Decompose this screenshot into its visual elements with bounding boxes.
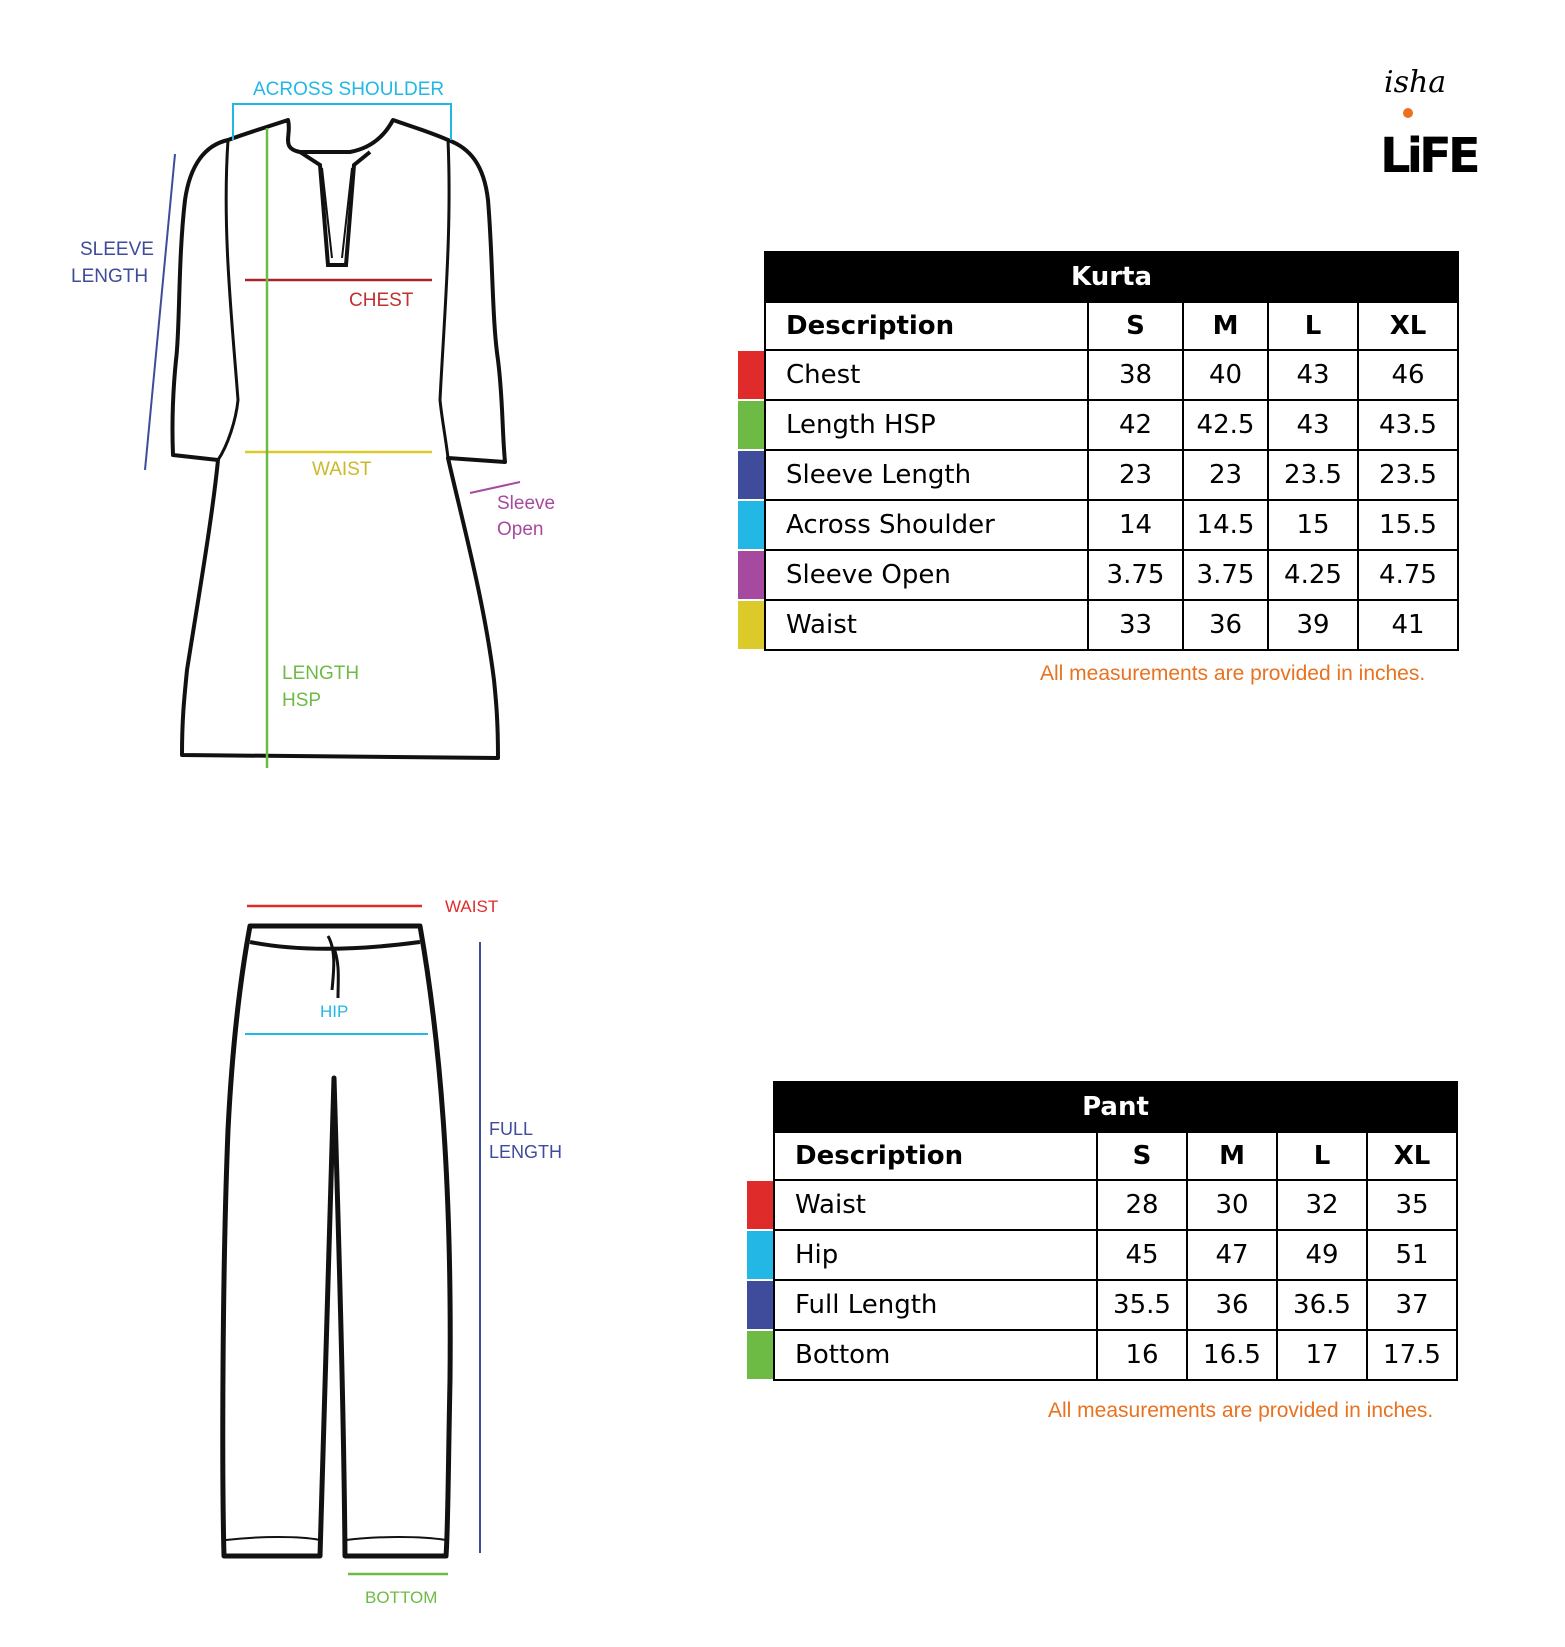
row-color-swatch: [747, 1230, 774, 1280]
size-value-s: 23: [1088, 450, 1183, 500]
table-row: [747, 1330, 1457, 1380]
pant-header-s: S: [1097, 1132, 1187, 1180]
isha-life-logo: [1378, 48, 1477, 184]
size-value-xl: 17.5: [1367, 1330, 1457, 1380]
row-label: Waist: [765, 600, 1088, 650]
sleeve-length-label-line2: LENGTH: [71, 266, 149, 287]
size-value-l: 32: [1277, 1180, 1367, 1230]
pant-bottom-label: BOTTOM: [365, 1588, 438, 1607]
pant-illustration: [0, 880, 640, 1647]
pant-table-title: Pant: [774, 1082, 1457, 1132]
sleeve-open-label-line1: Sleeve: [497, 493, 556, 514]
table-row: [738, 450, 1458, 500]
table-row: [747, 1280, 1457, 1330]
row-label: Length HSP: [765, 400, 1088, 450]
kurta-size-table: [738, 251, 1459, 651]
size-value-m: 42.5: [1183, 400, 1268, 450]
full-length-label-line2: LENGTH: [489, 1142, 563, 1162]
kurta-table-body: [738, 350, 1458, 650]
waist-label: WAIST: [312, 459, 372, 480]
logo-mark: [1378, 48, 1477, 184]
kurta-units-note: All measurements are provided in inches.: [1040, 662, 1426, 685]
pant-size-table: [747, 1081, 1458, 1381]
chest-label: CHEST: [349, 290, 414, 311]
size-value-l: 4.25: [1268, 550, 1358, 600]
size-value-s: 16: [1097, 1330, 1187, 1380]
pant-header-description: Description: [774, 1132, 1097, 1180]
size-value-xl: 23.5: [1358, 450, 1458, 500]
size-value-s: 28: [1097, 1180, 1187, 1230]
row-color-swatch: [747, 1280, 774, 1330]
size-value-xl: 15.5: [1358, 500, 1458, 550]
kurta-header-row: [738, 302, 1458, 350]
table-row: [747, 1230, 1457, 1280]
size-value-m: 36: [1183, 600, 1268, 650]
size-value-s: 3.75: [1088, 550, 1183, 600]
size-value-s: 42: [1088, 400, 1183, 450]
pant-units-note: All measurements are provided in inches.: [1048, 1399, 1434, 1422]
row-color-swatch: [738, 350, 765, 400]
size-value-l: 43: [1268, 400, 1358, 450]
row-color-swatch: [738, 600, 765, 650]
length-hsp-label-line2: HSP: [282, 690, 322, 711]
size-value-l: 49: [1277, 1230, 1367, 1280]
size-value-m: 3.75: [1183, 550, 1268, 600]
pant-header-xl: XL: [1367, 1132, 1457, 1180]
sleeve-length-label-line1: SLEEVE: [80, 239, 154, 260]
pant-header-l: L: [1277, 1132, 1367, 1180]
kurta-header-l: L: [1268, 302, 1358, 350]
row-label: Chest: [765, 350, 1088, 400]
size-value-xl: 51: [1367, 1230, 1457, 1280]
row-label: Bottom: [774, 1330, 1097, 1380]
kurta-header-description: Description: [765, 302, 1088, 350]
row-label: Full Length: [774, 1280, 1097, 1330]
logo-brand-top: isha: [1384, 65, 1447, 100]
size-value-m: 30: [1187, 1180, 1277, 1230]
size-value-m: 14.5: [1183, 500, 1268, 550]
size-value-xl: 4.75: [1358, 550, 1458, 600]
pant-header-row: [747, 1132, 1457, 1180]
size-value-m: 23: [1183, 450, 1268, 500]
across-shoulder-label: ACROSS SHOULDER: [253, 79, 445, 100]
size-value-l: 17: [1277, 1330, 1367, 1380]
size-value-s: 14: [1088, 500, 1183, 550]
size-value-m: 36: [1187, 1280, 1277, 1330]
sleeve-open-label-line2: Open: [497, 519, 544, 540]
size-value-s: 38: [1088, 350, 1183, 400]
table-row: [738, 500, 1458, 550]
row-color-swatch: [738, 500, 765, 550]
row-color-swatch: [738, 450, 765, 500]
row-color-swatch: [738, 550, 765, 600]
size-value-l: 23.5: [1268, 450, 1358, 500]
row-color-swatch: [738, 400, 765, 450]
table-row: [738, 400, 1458, 450]
size-value-m: 16.5: [1187, 1330, 1277, 1380]
kurta-table-title: Kurta: [765, 252, 1458, 302]
kurta-header-m: M: [1183, 302, 1268, 350]
pant-table-body: [747, 1180, 1457, 1380]
row-color-swatch: [747, 1330, 774, 1380]
size-value-m: 47: [1187, 1230, 1277, 1280]
size-value-l: 36.5: [1277, 1280, 1367, 1330]
logo-brand-bottom: LiFE: [1380, 128, 1477, 184]
row-label: Across Shoulder: [765, 500, 1088, 550]
size-value-m: 40: [1183, 350, 1268, 400]
size-value-l: 15: [1268, 500, 1358, 550]
pant-hip-label: HIP: [320, 1002, 349, 1021]
size-value-xl: 41: [1358, 600, 1458, 650]
size-value-xl: 46: [1358, 350, 1458, 400]
size-value-l: 39: [1268, 600, 1358, 650]
size-value-xl: 37: [1367, 1280, 1457, 1330]
full-length-label-line1: FULL: [489, 1119, 534, 1139]
pant-header-m: M: [1187, 1132, 1277, 1180]
row-label: Waist: [774, 1180, 1097, 1230]
size-value-s: 45: [1097, 1230, 1187, 1280]
row-color-swatch: [747, 1180, 774, 1230]
row-label: Sleeve Open: [765, 550, 1088, 600]
length-hsp-label-line1: LENGTH: [282, 663, 360, 684]
kurta-header-s: S: [1088, 302, 1183, 350]
size-value-xl: 43.5: [1358, 400, 1458, 450]
table-row: [738, 550, 1458, 600]
size-value-l: 43: [1268, 350, 1358, 400]
row-label: Hip: [774, 1230, 1097, 1280]
row-label: Sleeve Length: [765, 450, 1088, 500]
table-row: [738, 600, 1458, 650]
size-value-s: 33: [1088, 600, 1183, 650]
table-row: [738, 350, 1458, 400]
size-value-s: 35.5: [1097, 1280, 1187, 1330]
size-value-xl: 35: [1367, 1180, 1457, 1230]
kurta-header-xl: XL: [1358, 302, 1458, 350]
table-row: [747, 1180, 1457, 1230]
pant-waist-label: WAIST: [445, 897, 499, 916]
